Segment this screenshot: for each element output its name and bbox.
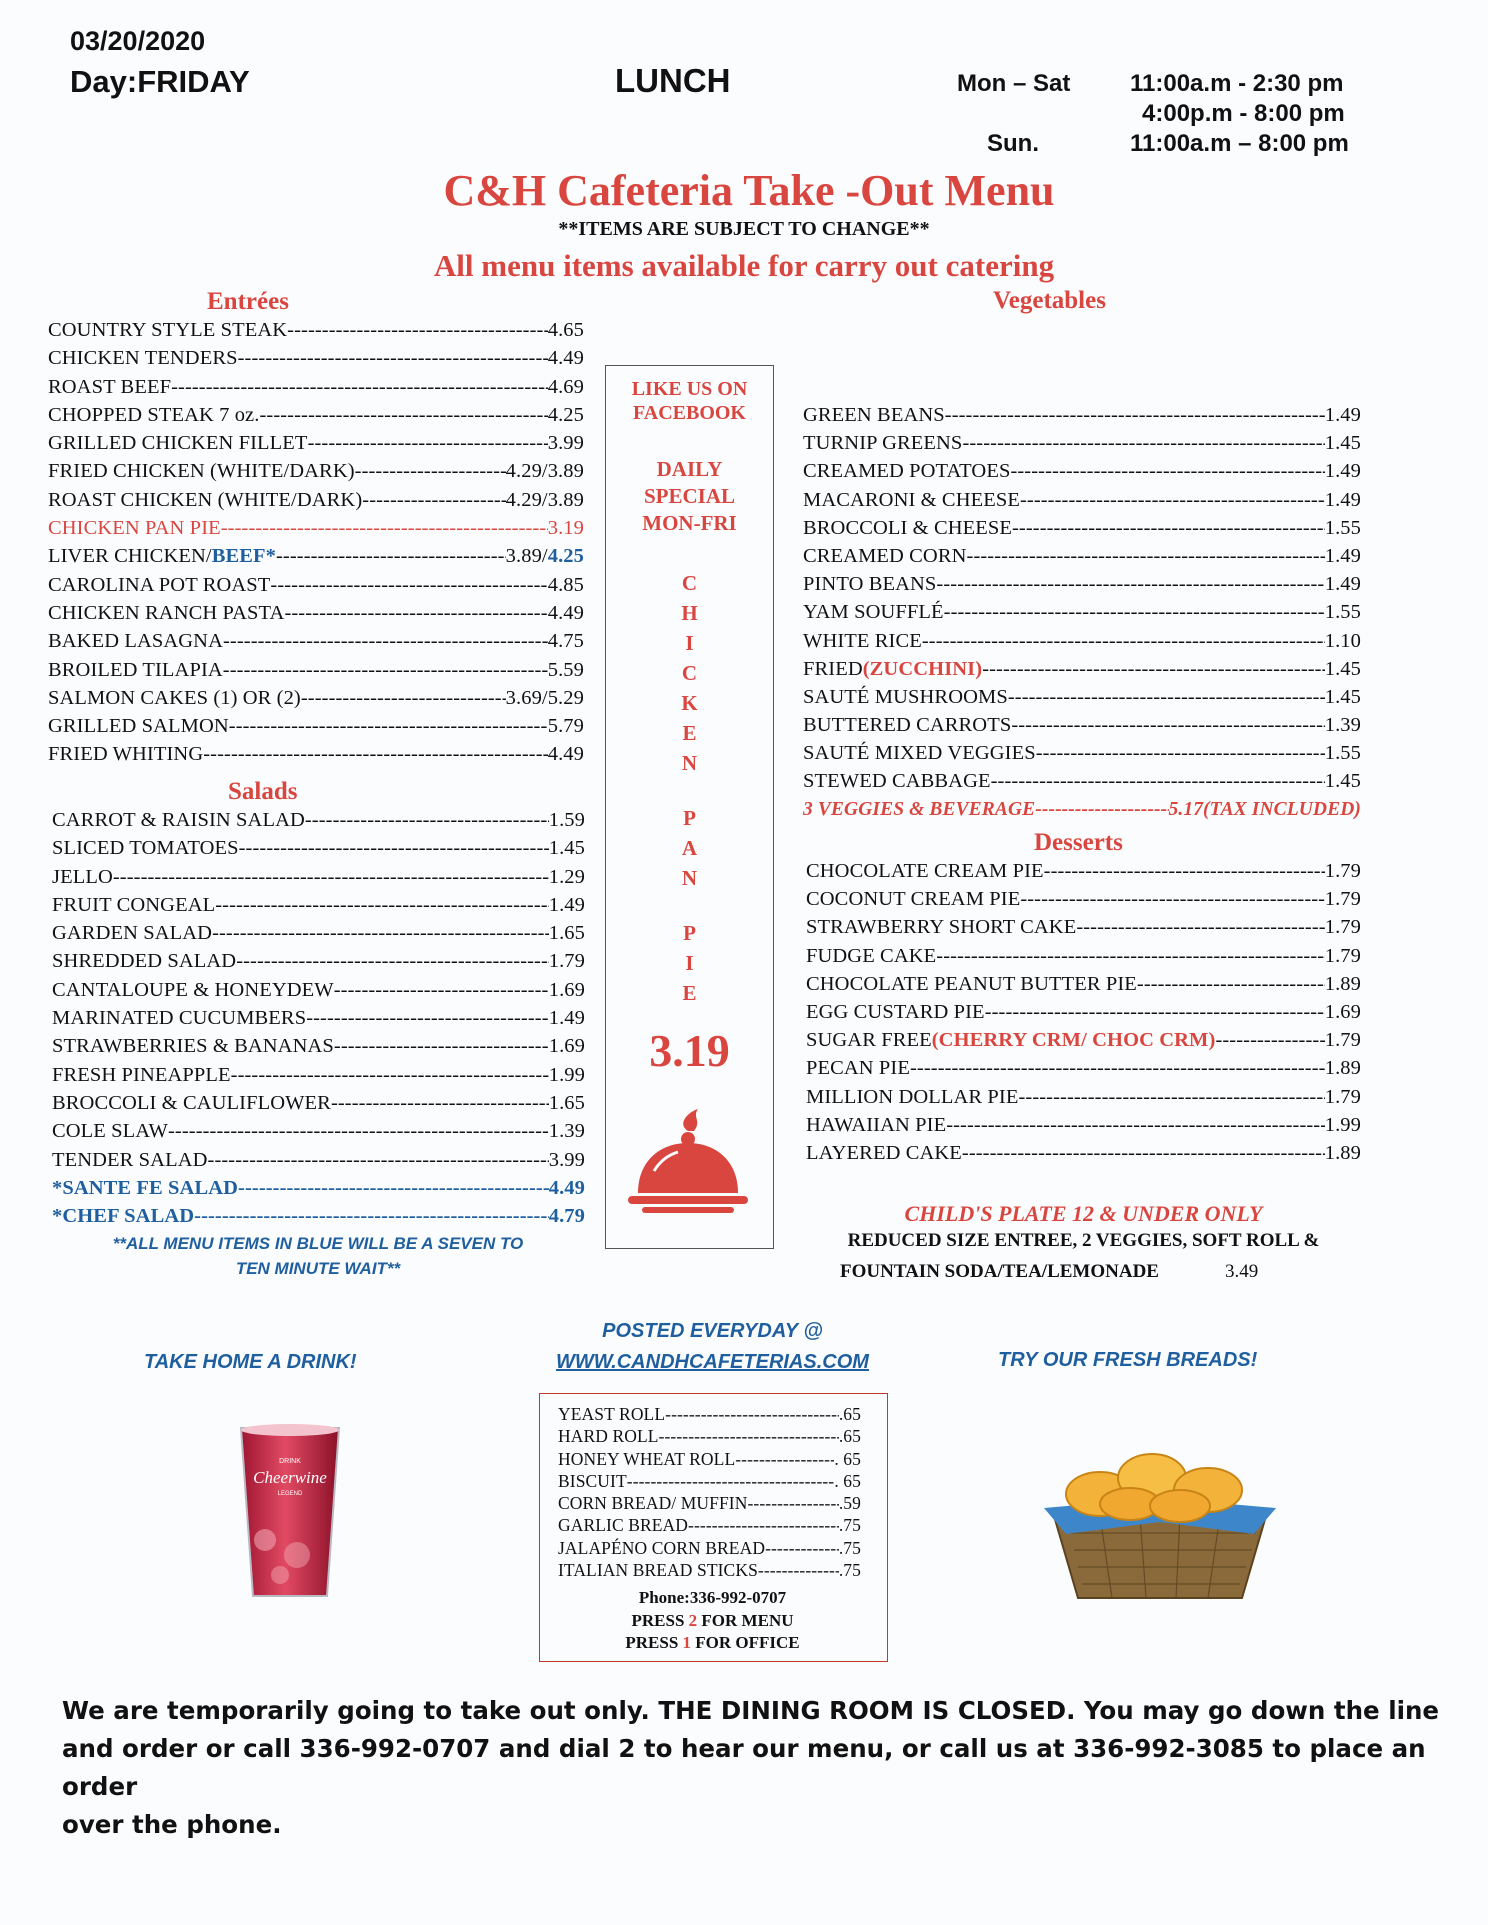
special-letter: C <box>681 571 698 595</box>
list-item: MILLION DOLLAR PIE ----- 1.79 <box>806 1086 1361 1114</box>
serving-cloche-icon <box>628 1101 752 1221</box>
list-item: MACARONI & CHEESE ----- 1.49 <box>803 489 1361 517</box>
menu-day: Day:FRIDAY <box>70 64 250 99</box>
meal-label: LUNCH <box>615 62 731 99</box>
special-price: 3.19 <box>649 1025 730 1076</box>
list-item: PECAN PIE ----- 1.89 <box>806 1057 1361 1085</box>
list-item: MARINATED CUCUMBERS ----- 1.49 <box>52 1007 585 1035</box>
hours-time-sun: 11:00a.m – 8:00 pm <box>1130 130 1349 157</box>
list-item-featured: CHICKEN PAN PIE ----- 3.19 <box>48 517 584 545</box>
take-home-drink-promo: TAKE HOME A DRINK! <box>144 1351 357 1373</box>
list-item: JALAPÉNO CORN BREAD ----- .75 <box>558 1538 861 1560</box>
special-letter: P <box>683 806 696 830</box>
closure-notice-line1: We are temporarily going to take out only. THE DINING ROOM IS CLOSED. You may go down the line <box>62 1696 1440 1725</box>
special-letter: P <box>683 921 696 945</box>
blue-items-wait-note-line1: **ALL MENU ITEMS IN BLUE WILL BE A SEVEN TO <box>112 1234 524 1253</box>
list-item: ROAST CHICKEN (WHITE/DARK) ----- 4.29/3.89 <box>48 489 584 517</box>
list-item: YAM SOUFFLÉ ----- 1.55 <box>803 601 1361 629</box>
closure-notice-line3: over the phone. <box>62 1810 282 1839</box>
list-item: GRILLED SALMON ----- 5.79 <box>48 715 584 743</box>
list-item: CANTALOUPE & HONEYDEW ----- 1.69 <box>52 979 585 1007</box>
list-item: SALMON CAKES (1) OR (2) ----- 3.69/5.29 <box>48 687 584 715</box>
list-item: YEAST ROLL ----- .65 <box>558 1404 861 1426</box>
childs-plate-line2: FOUNTAIN SODA/TEA/LEMONADE <box>840 1261 1159 1282</box>
list-item: CORN BREAD/ MUFFIN ----- .59 <box>558 1493 861 1515</box>
hours-days-sun: Sun. <box>987 130 1039 157</box>
salads-heading: Salads <box>228 778 298 805</box>
list-item: HAWAIIAN PIE ----- 1.99 <box>806 1114 1361 1142</box>
list-item: CREAMED POTATOES ----- 1.49 <box>803 460 1361 488</box>
list-item: CHOCOLATE CREAM PIE ----- 1.79 <box>806 860 1361 888</box>
list-item: CAROLINA POT ROAST ----- 4.85 <box>48 574 584 602</box>
subject-to-change-note: **ITEMS ARE SUBJECT TO CHANGE** <box>558 218 930 240</box>
list-item: FRIED WHITING ----- 4.49 <box>48 743 584 771</box>
list-item: PINTO BEANS ----- 1.49 <box>803 573 1361 601</box>
drink-brand-text: Cheerwine <box>253 1468 327 1487</box>
list-item: BUTTERED CARROTS ----- 1.39 <box>803 714 1361 742</box>
entrees-list <box>48 319 584 772</box>
daily-special-line2: SPECIAL <box>643 484 736 508</box>
list-item: LAYERED CAKE ----- 1.89 <box>806 1142 1361 1170</box>
cheerwine-cup-icon <box>235 1420 345 1605</box>
list-item: BAKED LASAGNA ----- 4.75 <box>48 630 584 658</box>
special-letter: C <box>681 661 698 685</box>
hours-time-dinner: 4:00p.m - 8:00 pm <box>1142 100 1345 127</box>
list-item: HONEY WHEAT ROLL ----- . 65 <box>558 1449 861 1471</box>
salads-list <box>52 809 585 1233</box>
list-item: CHICKEN RANCH PASTA ----- 4.49 <box>48 602 584 630</box>
desserts-heading: Desserts <box>1034 829 1123 856</box>
list-item: LIVER CHICKEN/ BEEF* ----- 3.89/ 4.25 <box>48 545 584 573</box>
list-item: SAUTÉ MIXED VEGGIES ----- 1.55 <box>803 742 1361 770</box>
list-item: SLICED TOMATOES ----- 1.45 <box>52 837 585 865</box>
list-item: CHOCOLATE PEANUT BUTTER PIE ----- 1.89 <box>806 973 1361 1001</box>
list-item-blue: *SANTE FE SALAD ----- 4.49 <box>52 1177 585 1205</box>
list-item: SHREDDED SALAD ----- 1.79 <box>52 950 585 978</box>
list-item: EGG CUSTARD PIE ----- 1.69 <box>806 1001 1361 1029</box>
childs-plate-line1: REDUCED SIZE ENTREE, 2 VEGGIES, SOFT ROLL & <box>847 1230 1320 1251</box>
desserts-list <box>806 860 1361 1170</box>
list-item: CREAMED CORN ----- 1.49 <box>803 545 1361 573</box>
list-item: ITALIAN BREAD STICKS ----- .75 <box>558 1560 861 1582</box>
list-item: CHOPPED STEAK 7 oz. ----- 4.25 <box>48 404 584 432</box>
list-item: WHITE RICE ----- 1.10 <box>803 630 1361 658</box>
veggie-combo: 3 VEGGIES & BEVERAGE ----- 5.17(TAX INCLUDED) <box>803 799 1361 827</box>
list-item: FRESH PINEAPPLE ----- 1.99 <box>52 1064 585 1092</box>
list-item: BROCCOLI & CHEESE ----- 1.55 <box>803 517 1361 545</box>
press-for-menu: PRESS 2 FOR MENU <box>631 1611 794 1630</box>
vegetables-list <box>803 404 1361 827</box>
list-item: TURNIP GREENS ----- 1.45 <box>803 432 1361 460</box>
list-item-blue: *CHEF SALAD ----- 4.79 <box>52 1205 585 1233</box>
list-item: BROILED TILAPIA ----- 5.59 <box>48 659 584 687</box>
hours-days-mon-sat: Mon – Sat <box>957 70 1071 97</box>
menu-title <box>0 165 1488 216</box>
list-item: BROCCOLI & CAULIFLOWER ----- 1.65 <box>52 1092 585 1120</box>
hours-time-lunch: 11:00a.m - 2:30 pm <box>1130 70 1344 97</box>
list-item: BISCUIT ----- . 65 <box>558 1471 861 1493</box>
blue-items-wait-note-line2: TEN MINUTE WAIT** <box>235 1259 401 1278</box>
special-letter: I <box>685 951 694 975</box>
press-for-office: PRESS 1 FOR OFFICE <box>625 1633 800 1652</box>
special-letter: A <box>681 836 698 860</box>
drink-top-text: DRINK <box>279 1458 301 1465</box>
list-item: ROAST BEEF ----- 4.69 <box>48 376 584 404</box>
list-item: COUNTRY STYLE STEAK ----- 4.65 <box>48 319 584 347</box>
facebook-line1: LIKE US ON <box>631 378 748 400</box>
list-item: FRIED CHICKEN (WHITE/DARK) ----- 4.29/3.89 <box>48 460 584 488</box>
special-letter: I <box>685 631 694 655</box>
breads-list <box>558 1404 861 1582</box>
list-item: STRAWBERRY SHORT CAKE ----- 1.79 <box>806 916 1361 944</box>
list-item: SUGAR FREE (CHERRY CRM/ CHOC CRM) ----- 1.79 <box>806 1029 1361 1057</box>
special-letter: E <box>682 981 697 1005</box>
phone-number: Phone:336-992-0707 <box>638 1588 787 1607</box>
special-letter: N <box>681 751 698 775</box>
list-item: COLE SLAW ----- 1.39 <box>52 1120 585 1148</box>
daily-special-line1: DAILY <box>656 457 723 481</box>
drink-bottom-text: LEGEND <box>277 1491 303 1497</box>
special-letter: K <box>681 691 698 715</box>
list-item: STEWED CABBAGE ----- 1.45 <box>803 770 1361 798</box>
list-item: GREEN BEANS ----- 1.49 <box>803 404 1361 432</box>
list-item: HARD ROLL ----- .65 <box>558 1426 861 1448</box>
special-letter: E <box>682 721 697 745</box>
bread-basket-icon <box>1040 1438 1280 1608</box>
list-item: SAUTÉ MUSHROOMS ----- 1.45 <box>803 686 1361 714</box>
vegetables-heading: Vegetables <box>993 287 1106 314</box>
childs-plate-price: 3.49 <box>1225 1261 1259 1282</box>
facebook-line2: FACEBOOK <box>633 402 746 424</box>
catering-note: All menu items available for carry out catering <box>433 248 1055 283</box>
list-item: JELLO ----- 1.29 <box>52 866 585 894</box>
menu-title-text: C&H Cafeteria Take -Out Menu <box>443 166 1055 215</box>
list-item: FUDGE CAKE ----- 1.79 <box>806 945 1361 973</box>
list-item: GARDEN SALAD ----- 1.65 <box>52 922 585 950</box>
posted-everyday-line1: POSTED EVERYDAY @ <box>602 1320 823 1342</box>
daily-special-line3: MON-FRI <box>642 511 737 535</box>
list-item: COCONUT CREAM PIE ----- 1.79 <box>806 888 1361 916</box>
closure-notice <box>62 1692 1462 1844</box>
list-item: STRAWBERRIES & BANANAS ----- 1.69 <box>52 1035 585 1063</box>
website-link[interactable]: WWW.CANDHCAFETERIAS.COM <box>556 1351 869 1373</box>
childs-plate-heading: CHILD'S PLATE 12 & UNDER ONLY <box>904 1201 1263 1226</box>
special-letter: H <box>681 601 698 625</box>
list-item: FRIED (ZUCCHINI) ----- 1.45 <box>803 658 1361 686</box>
list-item: FRUIT CONGEAL ----- 1.49 <box>52 894 585 922</box>
entrees-heading: Entrées <box>207 288 289 315</box>
menu-date: 03/20/2020 <box>70 26 206 56</box>
daily-special-box <box>605 365 774 1249</box>
fresh-breads-promo: TRY OUR FRESH BREADS! <box>998 1349 1258 1371</box>
list-item: GARLIC BREAD ----- .75 <box>558 1515 861 1537</box>
list-item: CHICKEN TENDERS ----- 4.49 <box>48 347 584 375</box>
list-item: CARROT & RAISIN SALAD ----- 1.59 <box>52 809 585 837</box>
special-letter: N <box>681 866 698 890</box>
list-item: GRILLED CHICKEN FILLET ----- 3.99 <box>48 432 584 460</box>
closure-notice-line2: and order or call 336-992-0707 and dial 2 to hear our menu, or call us at 336-992-3085 to place an order <box>62 1734 1426 1801</box>
list-item: TENDER SALAD ----- 3.99 <box>52 1149 585 1177</box>
